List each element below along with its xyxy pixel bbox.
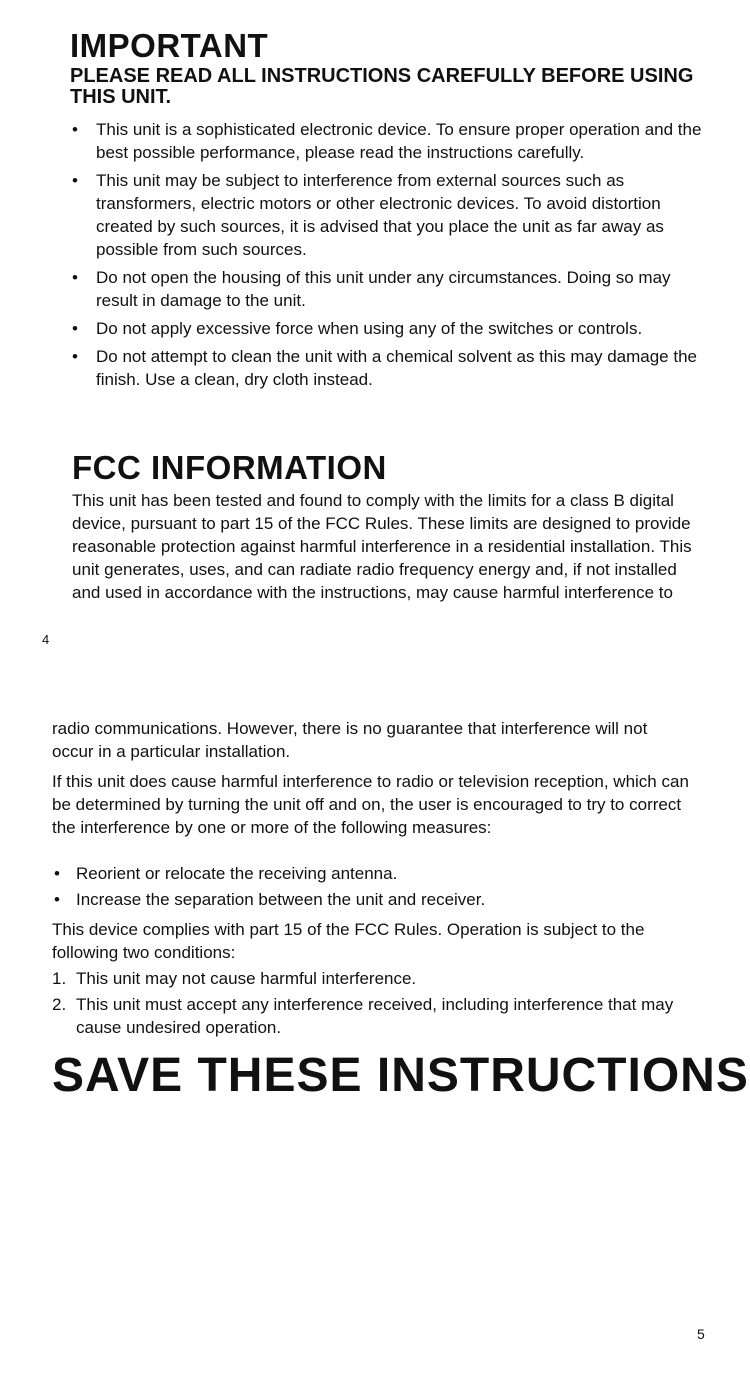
important-title: IMPORTANT: [70, 27, 269, 64]
measure-item-text: Reorient or relocate the receiving antenna.: [76, 864, 398, 883]
important-item: [70, 169, 702, 261]
fcc-title: FCC INFORMATION: [72, 449, 387, 486]
bullet-icon: •: [72, 347, 78, 366]
important-item: [70, 266, 702, 312]
page-number-left: 4: [42, 632, 50, 647]
bullet-icon: •: [54, 864, 60, 883]
condition-item: [52, 967, 692, 990]
important-item-text: Do not open the housing of this unit under any circumstances. Doing so may result in damage to the unit.: [96, 268, 671, 310]
measure-item-text: Increase the separation between the unit and receiver.: [76, 890, 486, 909]
measures-list: [52, 862, 692, 914]
condition-number: 2.: [52, 995, 67, 1014]
measure-item: [52, 862, 692, 885]
bullet-icon: •: [72, 319, 78, 338]
bullet-icon: •: [72, 171, 78, 190]
important-item: [70, 345, 702, 391]
condition-item: [52, 993, 692, 1039]
bullet-icon: •: [72, 120, 78, 139]
measure-item: [52, 888, 692, 911]
condition-text: This unit must accept any interference received, including interference that may cause undesired operation.: [76, 995, 674, 1037]
conditions-list: [52, 967, 692, 1042]
condition-text: This unit may not cause harmful interference.: [76, 969, 417, 988]
fcc-paragraph: This unit has been tested and found to comply with the limits for a class B digital device, pursuant to part 15 of the FCC Rules. These limits are designed to provide reasonable protection against harmful interference in a residential installation. This unit generates, uses, and can radiate radio frequency energy and, if not installed and used in accordance with the instructions, may cause harmful interference to: [72, 491, 692, 602]
interference-paragraph: If this unit does cause harmful interference to radio or television reception, which can be determined by turning the unit off and on, the user is encouraged to try to correct the interference by one or more of the following measures:: [52, 772, 689, 837]
important-item: [70, 118, 702, 164]
important-item-text: Do not apply excessive force when using any of the switches or controls.: [96, 319, 643, 338]
important-list: [70, 118, 702, 396]
important-item-text: Do not attempt to clean the unit with a chemical solvent as this may damage the finish. Use a clean, dry cloth instead.: [96, 347, 697, 389]
save-instructions-title: SAVE THESE INSTRUCTIONS: [52, 1049, 749, 1102]
important-subtitle: PLEASE READ ALL INSTRUCTIONS CAREFULLY BEFORE USING THIS UNIT.: [70, 65, 694, 108]
bullet-icon: •: [72, 268, 78, 287]
complies-paragraph: This device complies with part 15 of the FCC Rules. Operation is subject to the following two conditions:: [52, 920, 645, 962]
condition-number: 1.: [52, 969, 67, 988]
page-number-right: 5: [697, 1326, 705, 1342]
important-item-text: This unit may be subject to interference from external sources such as transformers, electric motors or other electronic devices. To avoid distortion created by such sources, it is advised that you place the unit as far away as possible from such sources.: [96, 171, 664, 259]
continued-paragraph: radio communications. However, there is no guarantee that interference will not occur in a particular installation.: [52, 719, 648, 761]
important-item-text: This unit is a sophisticated electronic device. To ensure proper operation and the best possible performance, please read the instructions carefully.: [96, 120, 702, 162]
bullet-icon: •: [54, 890, 60, 909]
important-item: [70, 317, 702, 340]
